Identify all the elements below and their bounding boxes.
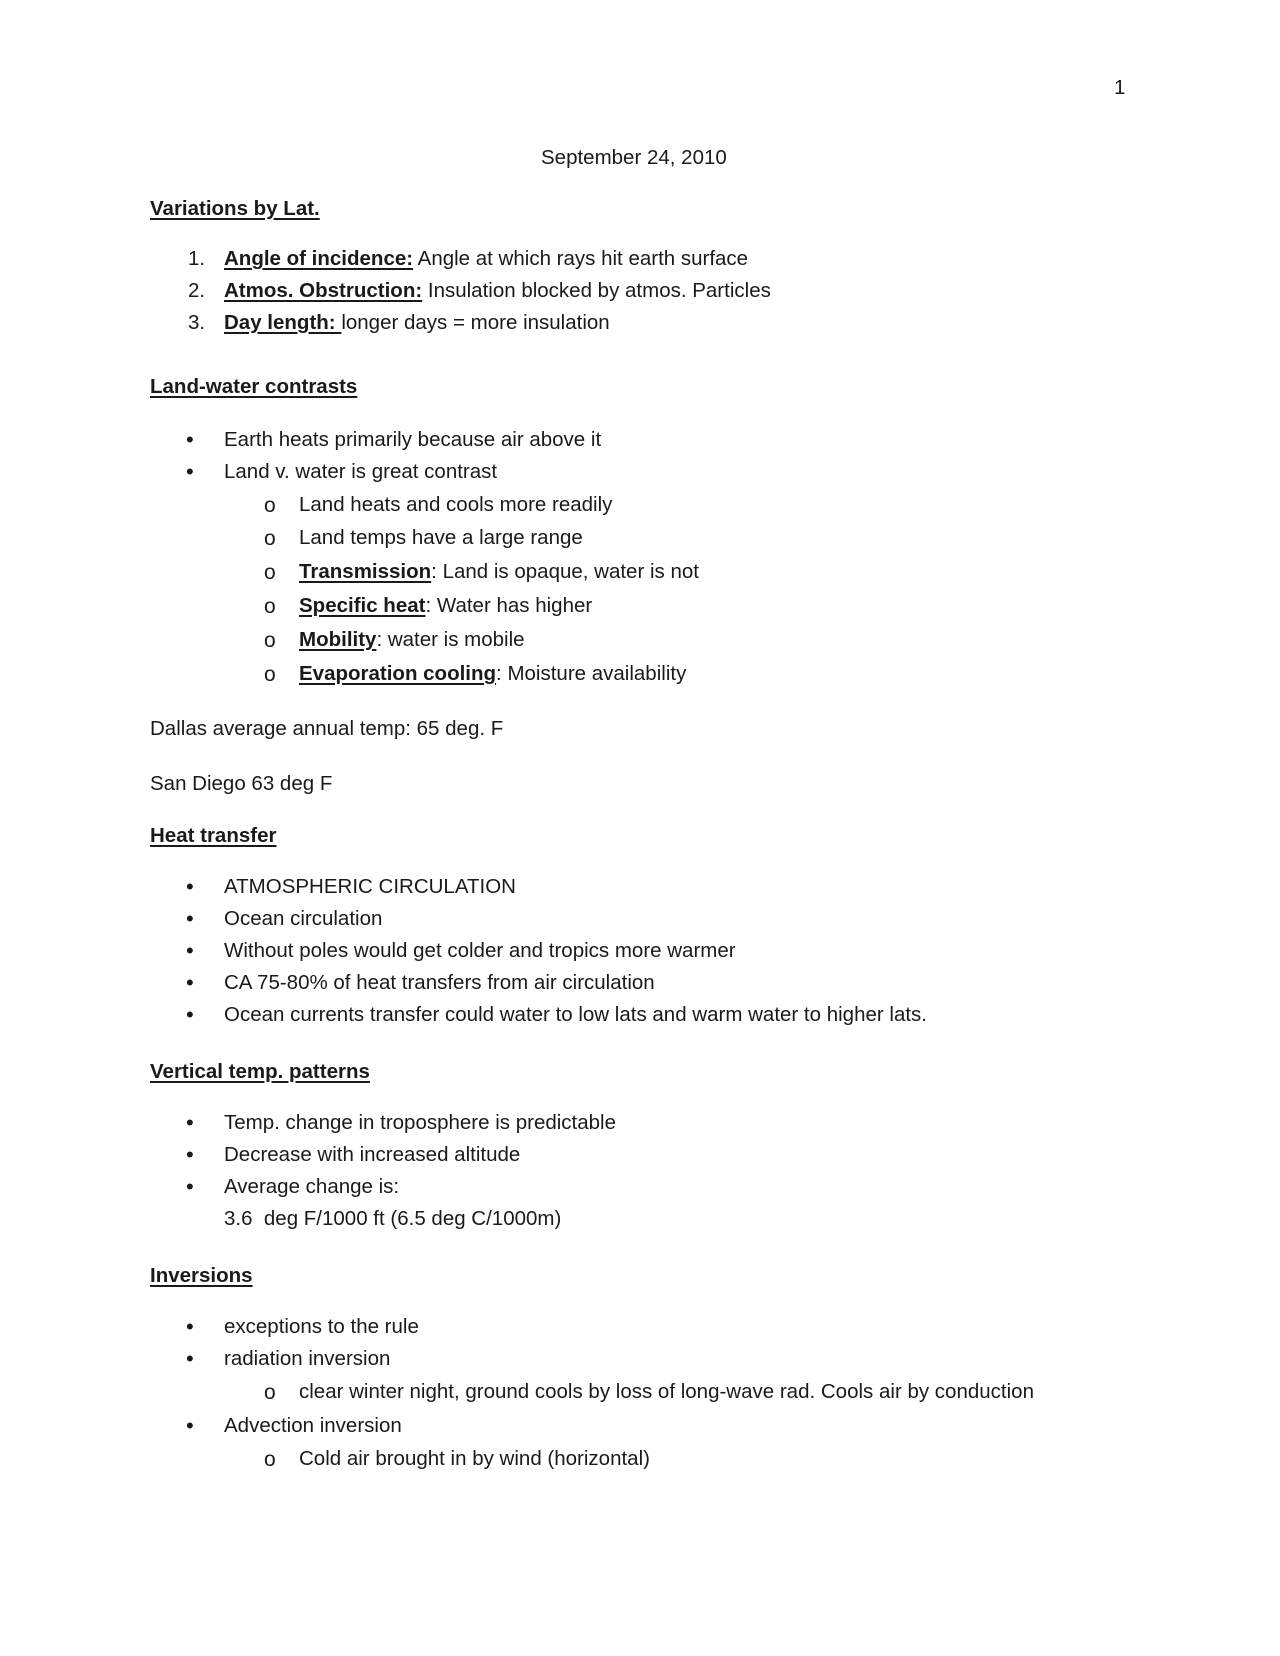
bullet-icon: •	[186, 1110, 194, 1135]
bullet-icon: •	[186, 459, 194, 484]
list-item: radiation inversion	[224, 1347, 391, 1370]
term: Angle of incidence:	[224, 247, 414, 270]
list-item: ATMOSPHERIC CIRCULATION	[224, 875, 516, 898]
list-item	[224, 281, 771, 302]
list-item: Advection inversion	[224, 1414, 402, 1437]
list-number: 2.	[188, 279, 206, 302]
term: Mobility	[299, 628, 377, 651]
list-item: Earth heats primarily because air above it	[224, 428, 602, 451]
bullet-icon: •	[186, 1413, 194, 1438]
section-heading-inversions: Inversions	[150, 1264, 253, 1287]
definition: Insulation blocked by atmos. Particles	[422, 279, 771, 302]
definition: : water is mobile	[376, 628, 525, 651]
list-item	[224, 249, 748, 270]
definition: : Water has higher	[425, 594, 593, 617]
list-number: 1.	[188, 247, 206, 270]
definition: Angle at which rays hit earth surface	[413, 247, 749, 270]
term: Specific heat	[299, 594, 426, 617]
definition: : Moisture availability	[496, 662, 687, 685]
sub-list-item: clear winter night, ground cools by loss of long-wave rad. Cools air by conduction	[299, 1380, 1034, 1403]
bullet-icon: •	[186, 874, 194, 899]
bullet-icon: •	[186, 427, 194, 452]
list-item-continuation: 3.6 deg F/1000 ft (6.5 deg C/1000m)	[224, 1207, 562, 1230]
page-number: 1	[1114, 76, 1126, 99]
section-heading-landwater: Land-water contrasts	[150, 375, 358, 398]
sub-list-item	[299, 596, 592, 617]
bullet-icon: •	[186, 970, 194, 995]
sub-list-item	[299, 630, 525, 651]
document-date: September 24, 2010	[541, 146, 727, 169]
definition: : Land is opaque, water is not	[431, 560, 699, 583]
sub-list-item	[299, 562, 699, 583]
term: Transmission	[299, 560, 432, 583]
note-san-diego: San Diego 63 deg F	[150, 772, 333, 795]
bullet-icon: •	[186, 1174, 194, 1199]
circle-bullet-icon: o	[264, 595, 276, 618]
section-heading-vertical: Vertical temp. patterns	[150, 1060, 370, 1083]
term: Day length:	[224, 311, 342, 334]
circle-bullet-icon: o	[264, 629, 276, 652]
term: Atmos. Obstruction:	[224, 279, 423, 302]
list-item: CA 75-80% of heat transfers from air circulation	[224, 971, 655, 994]
list-item: Average change is:	[224, 1175, 400, 1198]
sub-list-item	[299, 664, 686, 685]
list-item	[224, 313, 610, 334]
sub-list-item: Cold air brought in by wind (horizontal)	[299, 1447, 650, 1470]
circle-bullet-icon: o	[264, 1448, 276, 1471]
circle-bullet-icon: o	[264, 561, 276, 584]
section-heading-heat: Heat transfer	[150, 824, 277, 847]
sub-list-item: Land temps have a large range	[299, 526, 583, 549]
note-dallas: Dallas average annual temp: 65 deg. F	[150, 717, 504, 740]
list-item: Without poles would get colder and tropics more warmer	[224, 939, 736, 962]
circle-bullet-icon: o	[264, 1381, 276, 1404]
circle-bullet-icon: o	[264, 527, 276, 550]
bullet-icon: •	[186, 1002, 194, 1027]
bullet-icon: •	[186, 938, 194, 963]
term: Evaporation cooling	[299, 662, 497, 685]
list-item: Land v. water is great contrast	[224, 460, 498, 483]
sub-list-item: Land heats and cools more readily	[299, 493, 613, 516]
list-item: Decrease with increased altitude	[224, 1143, 521, 1166]
list-item: Temp. change in troposphere is predictable	[224, 1111, 617, 1134]
definition: longer days = more insulation	[341, 311, 610, 334]
circle-bullet-icon: o	[264, 663, 276, 686]
section-heading-latitude: Variations by Lat.	[150, 197, 320, 220]
list-number: 3.	[188, 311, 206, 334]
circle-bullet-icon: o	[264, 494, 276, 517]
list-item: Ocean currents transfer could water to low lats and warm water to higher lats.	[224, 1003, 928, 1026]
list-item: Ocean circulation	[224, 907, 383, 930]
list-item: exceptions to the rule	[224, 1315, 419, 1338]
bullet-icon: •	[186, 1142, 194, 1167]
bullet-icon: •	[186, 906, 194, 931]
bullet-icon: •	[186, 1314, 194, 1339]
bullet-icon: •	[186, 1346, 194, 1371]
